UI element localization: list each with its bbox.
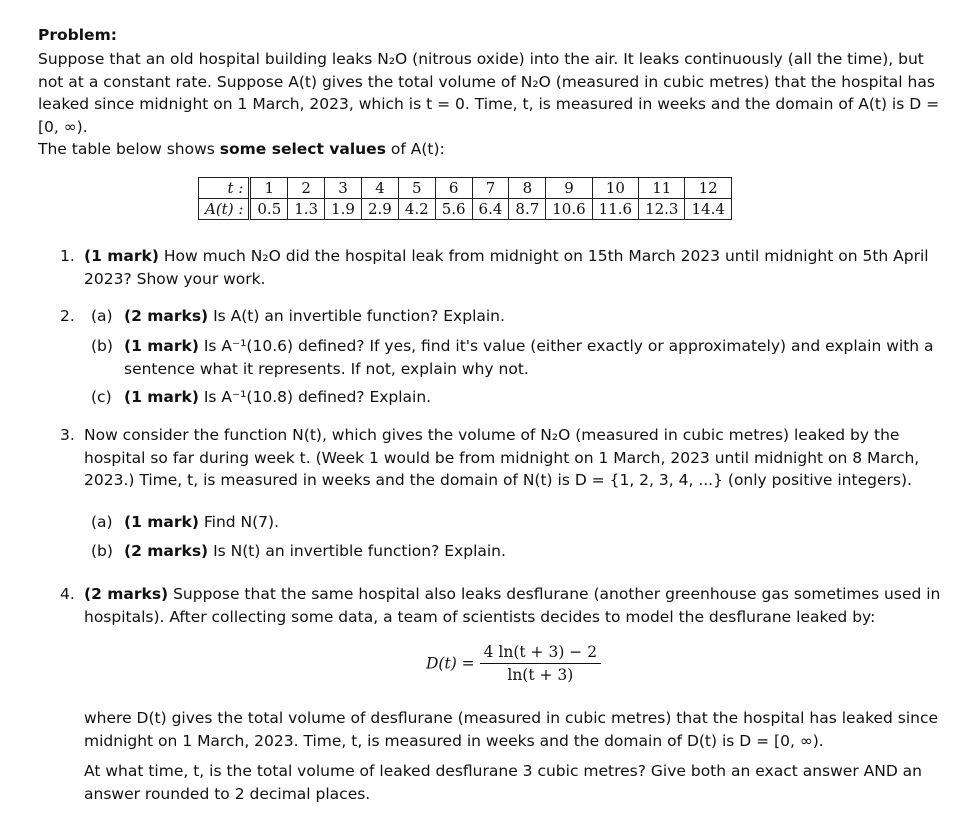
t-row xyxy=(199,178,732,199)
table-intro-emphasis: some select values xyxy=(219,140,386,158)
q1-text xyxy=(84,245,941,290)
t-cell: 5 xyxy=(398,178,435,199)
q4-definition: where D(t) gives the total volume of desflurane (measured in cubic metres) that the hospital has leaked since midnight on 1 March, 2023. Time, t, is measured in weeks and the domain of D(t) is D = [0, ∞). xyxy=(84,709,939,750)
q3-number: 3. xyxy=(60,426,75,444)
a-cell: 1.3 xyxy=(288,199,325,220)
formula-numerator: 4 ln(t + 3) − 2 xyxy=(480,643,601,664)
a-cell: 11.6 xyxy=(592,199,638,220)
a-label: A(t) : xyxy=(199,199,250,220)
t-label: t : xyxy=(199,178,250,199)
q3b-body: Is N(t) an invertible function? Explain. xyxy=(208,542,506,560)
q4-number: 4. xyxy=(60,585,75,603)
q3b-text xyxy=(124,540,941,563)
formula-lhs: D(t) = xyxy=(426,654,475,673)
q4-body: Suppose that the same hospital also leaks desflurane (another greenhouse gas sometimes used in hospitals). After collecting some data, a team of scientists decides to model the desflurane leaked by: xyxy=(84,585,941,626)
t-cell: 10 xyxy=(592,178,638,199)
q3a-label: (a) xyxy=(91,513,113,531)
q3a-text xyxy=(124,511,941,534)
t-cell: 6 xyxy=(435,178,472,199)
q2c-text xyxy=(124,386,941,409)
q3b-marks: (2 marks) xyxy=(124,542,209,560)
q2a-marks: (2 marks) xyxy=(124,307,209,325)
q2b-body: Is A⁻¹(10.6) defined? If yes, find it's value (either exactly or approximately) and explain with a sentence what it represents. If not, explain why not. xyxy=(124,337,934,378)
q2a-body: Is A(t) an invertible function? Explain. xyxy=(208,307,505,325)
q2a-label: (a) xyxy=(91,307,113,325)
table-intro-text: The table below shows xyxy=(38,140,220,158)
q4-text xyxy=(84,583,941,628)
q2c-marks: (1 mark) xyxy=(124,388,199,406)
table-intro-text-end: of A(t): xyxy=(385,140,445,158)
q2-number: 2. xyxy=(60,307,75,325)
a-cell: 12.3 xyxy=(639,199,685,220)
formula-denominator: ln(t + 3) xyxy=(507,666,574,684)
q3a-marks: (1 mark) xyxy=(124,513,199,531)
t-cell: 8 xyxy=(509,178,546,199)
q2c-body: Is A⁻¹(10.8) defined? Explain. xyxy=(198,388,432,406)
a-cell: 2.9 xyxy=(361,199,398,220)
intro-paragraph: Suppose that an old hospital building leaks N₂O (nitrous oxide) into the air. It leaks continuously (all the time), but not at a constant rate. Suppose A(t) gives the total volume of N₂O (measured in cubic metres) that the hospital has leaked since midnight on 1 March, 2023, which is t = 0. Time, t, is measured in weeks and the domain of A(t) is D = [0, ∞). xyxy=(38,50,940,136)
problem-title: Problem: xyxy=(38,26,117,44)
q3a-body: Find N(7). xyxy=(198,513,280,531)
q2b-marks: (1 mark) xyxy=(124,337,199,355)
a-cell: 8.7 xyxy=(509,199,546,220)
desflurane-formula xyxy=(426,643,601,684)
q3-text: Now consider the function N(t), which gives the volume of N₂O (measured in cubic metres) leaked by the hospital so far during week t. (Week 1 would be from midnight on 1 March, 2023 until midnight on 8 March, 2023.) Time, t, is measured in weeks and the domain of N(t) is D = {1, 2, 3, 4, ...} (only positive integers). xyxy=(84,426,920,489)
table-intro xyxy=(38,138,941,161)
a-row xyxy=(199,199,732,220)
q3b-label: (b) xyxy=(91,542,113,560)
q2b-label: (b) xyxy=(91,337,113,355)
a-cell: 0.5 xyxy=(250,199,288,220)
a-cell: 6.4 xyxy=(472,199,509,220)
t-cell: 2 xyxy=(288,178,325,199)
q2c-label: (c) xyxy=(91,388,112,406)
a-cell: 5.6 xyxy=(435,199,472,220)
q4-marks: (2 marks) xyxy=(84,585,169,603)
q1-marks: (1 mark) xyxy=(84,247,159,265)
t-cell: 11 xyxy=(639,178,685,199)
q4-question: At what time, t, is the total volume of leaked desflurane 3 cubic metres? Give both an exact answer AND an answer rounded to 2 decimal places. xyxy=(84,762,923,803)
q2a-text xyxy=(124,305,941,328)
q1-body: How much N₂O did the hospital leak from midnight on 15th March 2023 until midnight on 5th April 2023? Show your work. xyxy=(84,247,929,288)
q2b-text xyxy=(124,335,941,380)
t-cell: 1 xyxy=(250,178,288,199)
t-cell: 12 xyxy=(685,178,731,199)
t-cell: 4 xyxy=(361,178,398,199)
a-cell: 4.2 xyxy=(398,199,435,220)
a-cell: 1.9 xyxy=(325,199,362,220)
t-cell: 9 xyxy=(546,178,592,199)
a-cell: 10.6 xyxy=(546,199,592,220)
q1-number: 1. xyxy=(60,247,75,265)
values-table xyxy=(198,177,732,220)
t-cell: 7 xyxy=(472,178,509,199)
formula-fraction xyxy=(480,643,601,684)
a-cell: 14.4 xyxy=(685,199,731,220)
t-cell: 3 xyxy=(325,178,362,199)
